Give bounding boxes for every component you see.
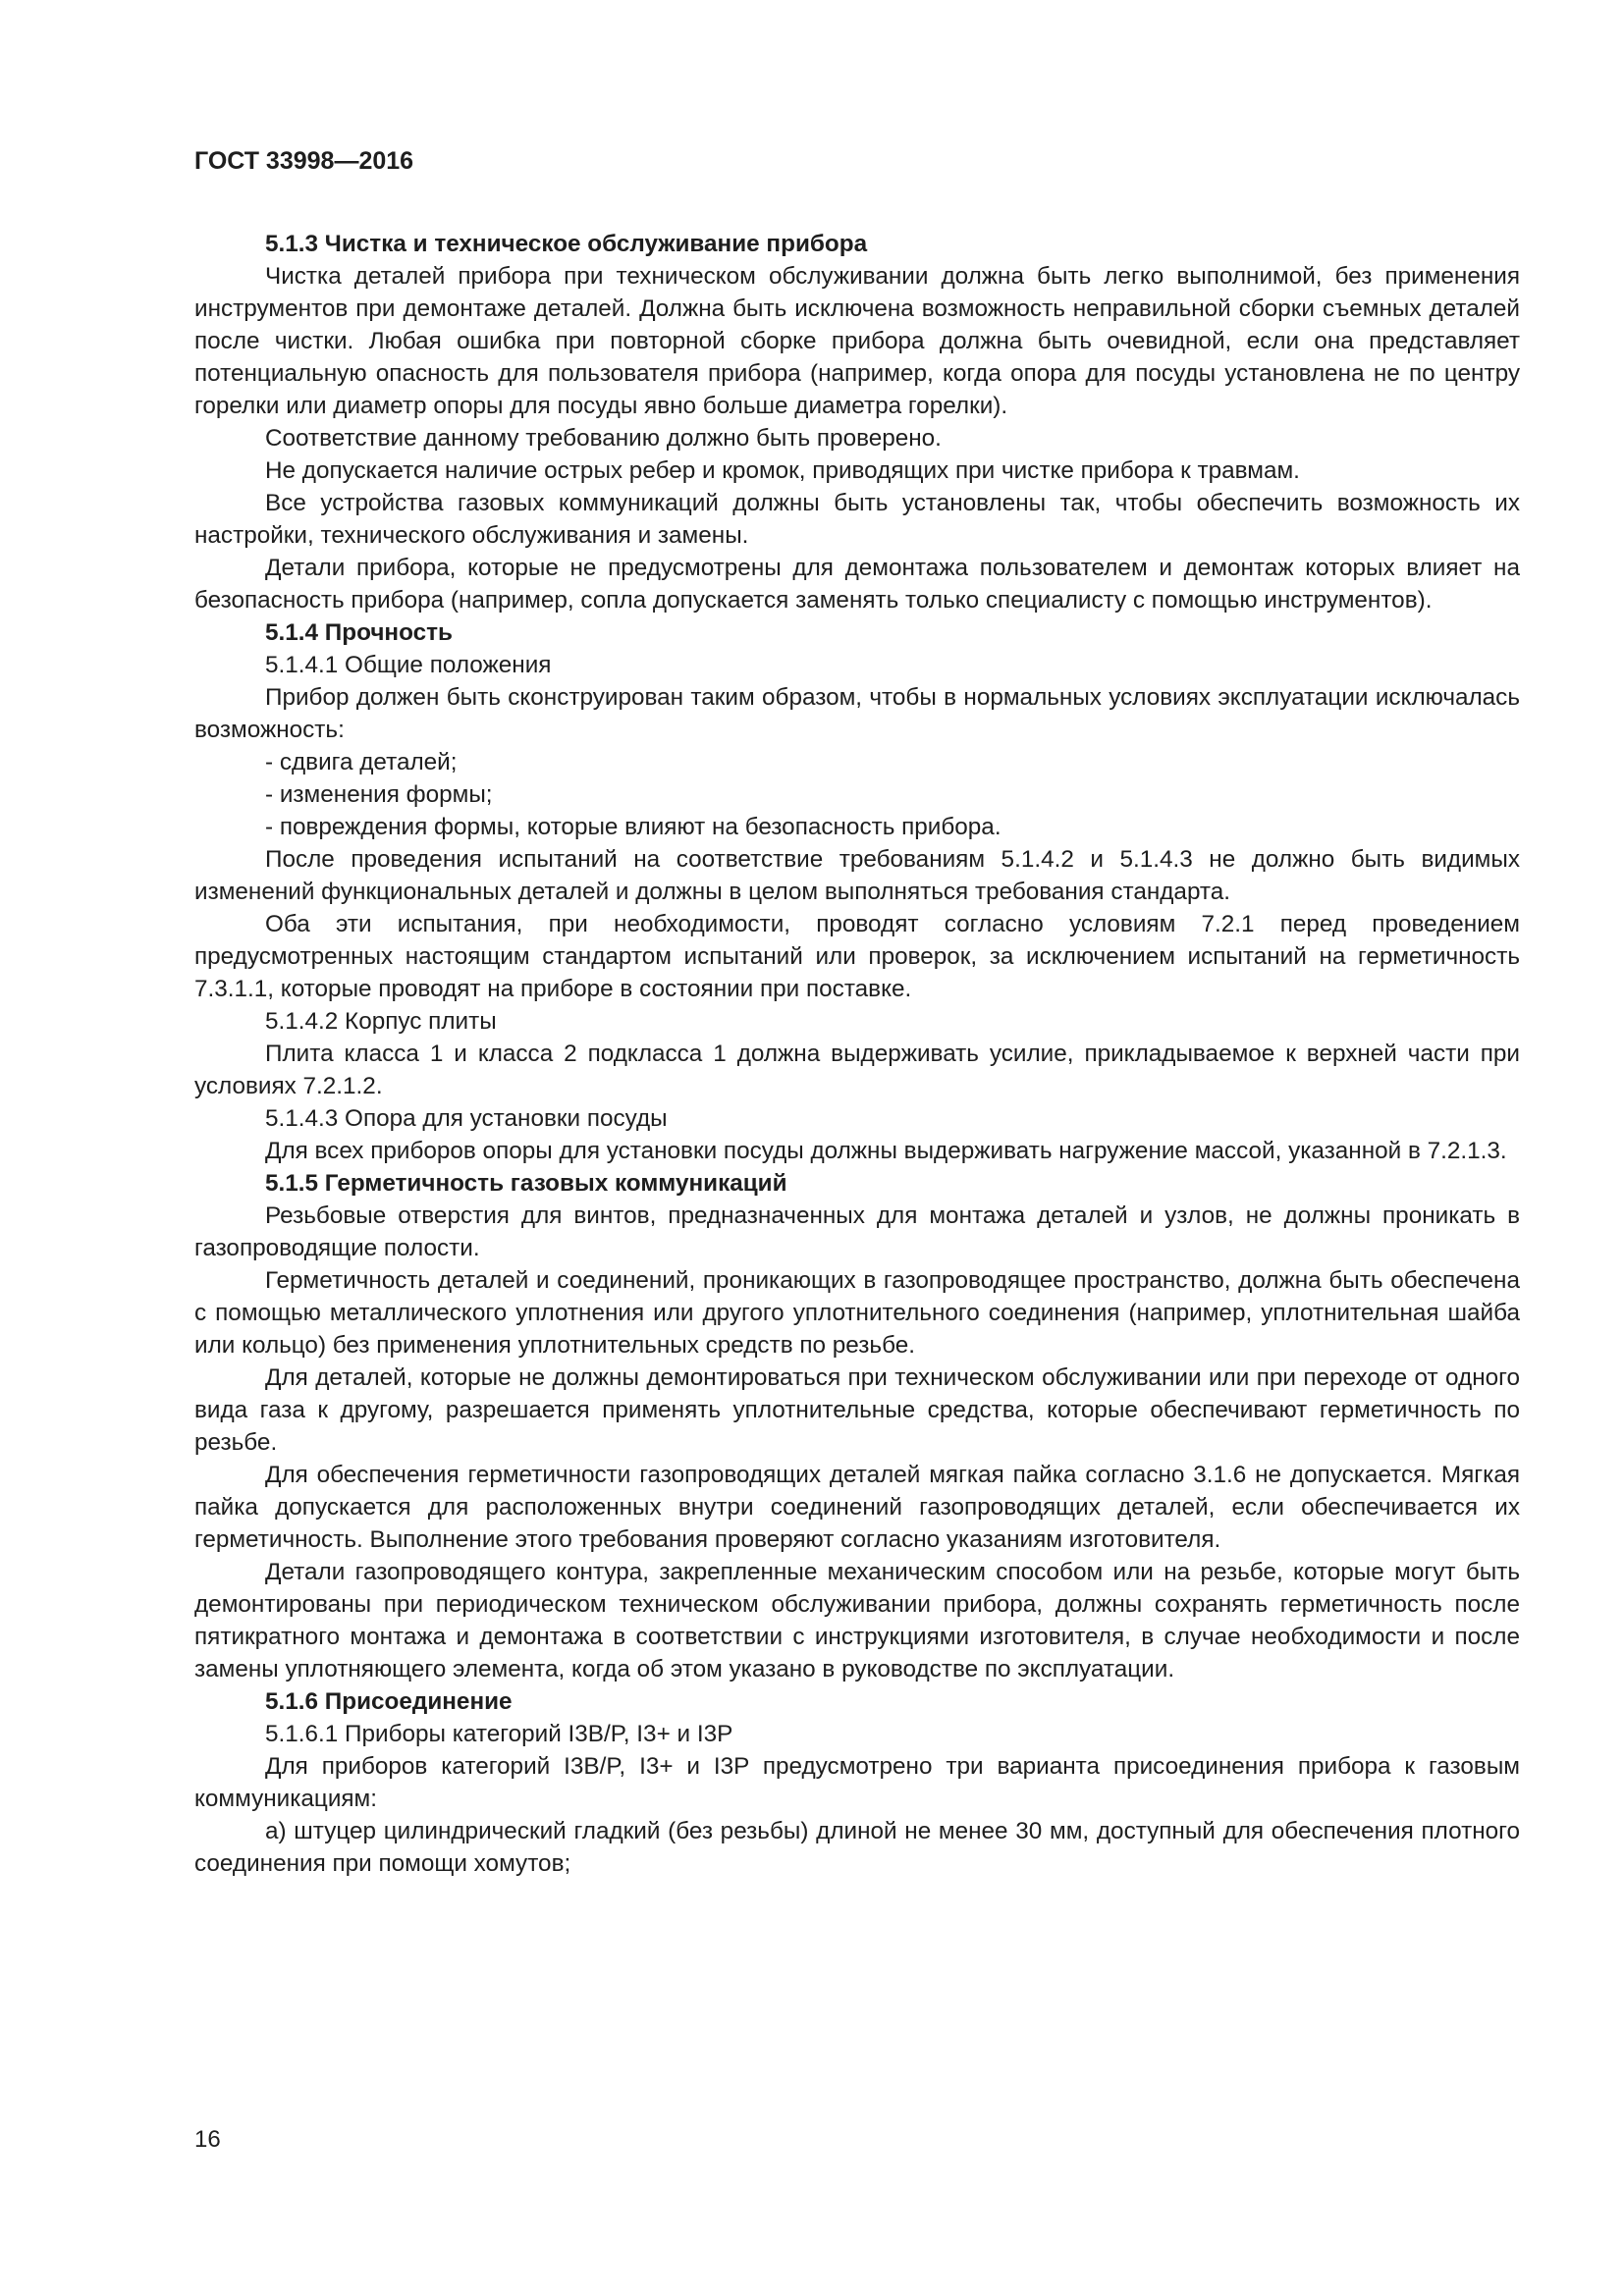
document-header: ГОСТ 33998—2016 (194, 147, 414, 175)
list-item: - сдвига деталей; (265, 749, 458, 775)
document-body (194, 228, 1520, 1880)
paragraph: Для приборов категорий I3B/P, I3+ и I3P предусмотрено три варианта присоединения прибора к газовым коммуникациям: (194, 1753, 1520, 1812)
paragraph: Герметичность деталей и соединений, проникающих в газопроводящее пространство, должна быть обеспечена с помощью металлического уплотнения или другого уплотнительного соединения (например, уплотнительная шайба или кольцо) без применения уплотнительных средств по резьбе. (194, 1267, 1520, 1359)
list-item: а) штуцер цилиндрический гладкий (без резьбы) длиной не менее 30 мм, доступный для обеспечения плотного соединения при помощи хомутов; (194, 1818, 1520, 1877)
list-item: - изменения формы; (265, 781, 493, 808)
subsection-heading: 5.1.6.1 Приборы категорий I3B/P, I3+ и I3P (265, 1721, 733, 1747)
paragraph: Прибор должен быть сконструирован таким образом, чтобы в нормальных условиях эксплуатации исключалась возможность: (194, 684, 1520, 743)
paragraph: Для деталей, которые не должны демонтироваться при техническом обслуживании или при переходе от одного вида газа к другому, разрешается применять уплотнительные средства, которые обеспечивают герметичность по резьбе. (194, 1364, 1520, 1456)
paragraph: Не допускается наличие острых ребер и кромок, приводящих при чистке прибора к травмам. (265, 457, 1300, 484)
section-heading: 5.1.6 Присоединение (265, 1688, 513, 1715)
page-number: 16 (194, 2126, 221, 2153)
list-item: - повреждения формы, которые влияют на безопасность прибора. (265, 814, 1001, 840)
paragraph: После проведения испытаний на соответствие требованиям 5.1.4.2 и 5.1.4.3 не должно быть видимых изменений функциональных деталей и должны в целом выполняться требования стандарта. (194, 846, 1520, 905)
paragraph: Чистка деталей прибора при техническом обслуживании должна быть легко выполнимой, без применения инструментов при демонтаже деталей. Должна быть исключена возможность неправильной сборки съемных деталей после чистки. Любая ошибка при повторной сборке прибора должна быть очевидной, если она представляет потенциальную опасность для пользователя прибора (например, когда опора для посуды установлена не по центру горелки или диаметр опоры для посуды явно больше диаметра горелки). (194, 263, 1520, 419)
section-heading: 5.1.5 Герметичность газовых коммуникаций (265, 1170, 787, 1197)
subsection-heading: 5.1.4.1 Общие положения (265, 652, 552, 678)
paragraph: Соответствие данному требованию должно быть проверено. (265, 425, 942, 452)
paragraph: Детали прибора, которые не предусмотрены для демонтажа пользователем и демонтаж которых влияет на безопасность прибора (например, сопла допускается заменять только специалисту с помощью инструментов). (194, 555, 1520, 614)
paragraph: Детали газопроводящего контура, закрепленные механическим способом или на резьбе, которые могут быть демонтированы при периодическом техническом обслуживании прибора, должны сохранять герметичность после пятикратного монтажа и демонтажа в соответствии с инструкциями изготовителя, в случае необходимости и после замены уплотняющего элемента, когда об этом указано в руководстве по эксплуатации. (194, 1559, 1520, 1682)
paragraph: Плита класса 1 и класса 2 подкласса 1 должна выдерживать усилие, прикладываемое к верхней части при условиях 7.2.1.2. (194, 1041, 1520, 1099)
paragraph: Для всех приборов опоры для установки посуды должны выдерживать нагружение массой, указанной в 7.2.1.3. (265, 1138, 1507, 1164)
paragraph: Резьбовые отверстия для винтов, предназначенных для монтажа деталей и узлов, не должны проникать в газопроводящие полости. (194, 1202, 1520, 1261)
section-heading: 5.1.3 Чистка и техническое обслуживание прибора (265, 231, 868, 257)
subsection-heading: 5.1.4.3 Опора для установки посуды (265, 1105, 668, 1132)
subsection-heading: 5.1.4.2 Корпус плиты (265, 1008, 497, 1035)
paragraph: Все устройства газовых коммуникаций должны быть установлены так, чтобы обеспечить возможность их настройки, технического обслуживания и замены. (194, 490, 1520, 549)
paragraph: Для обеспечения герметичности газопроводящих деталей мягкая пайка согласно 3.1.6 не допускается. Мягкая пайка допускается для расположенных внутри соединений газопроводящих деталей, если обеспечивается их герметичность. Выполнение этого требования проверяют согласно указаниям изготовителя. (194, 1462, 1520, 1553)
paragraph: Оба эти испытания, при необходимости, проводят согласно условиям 7.2.1 перед проведением предусмотренных настоящим стандартом испытаний или проверок, за исключением испытаний на герметичность 7.3.1.1, которые проводят на приборе в состоянии при поставке. (194, 911, 1520, 1002)
section-heading: 5.1.4 Прочность (265, 619, 453, 646)
